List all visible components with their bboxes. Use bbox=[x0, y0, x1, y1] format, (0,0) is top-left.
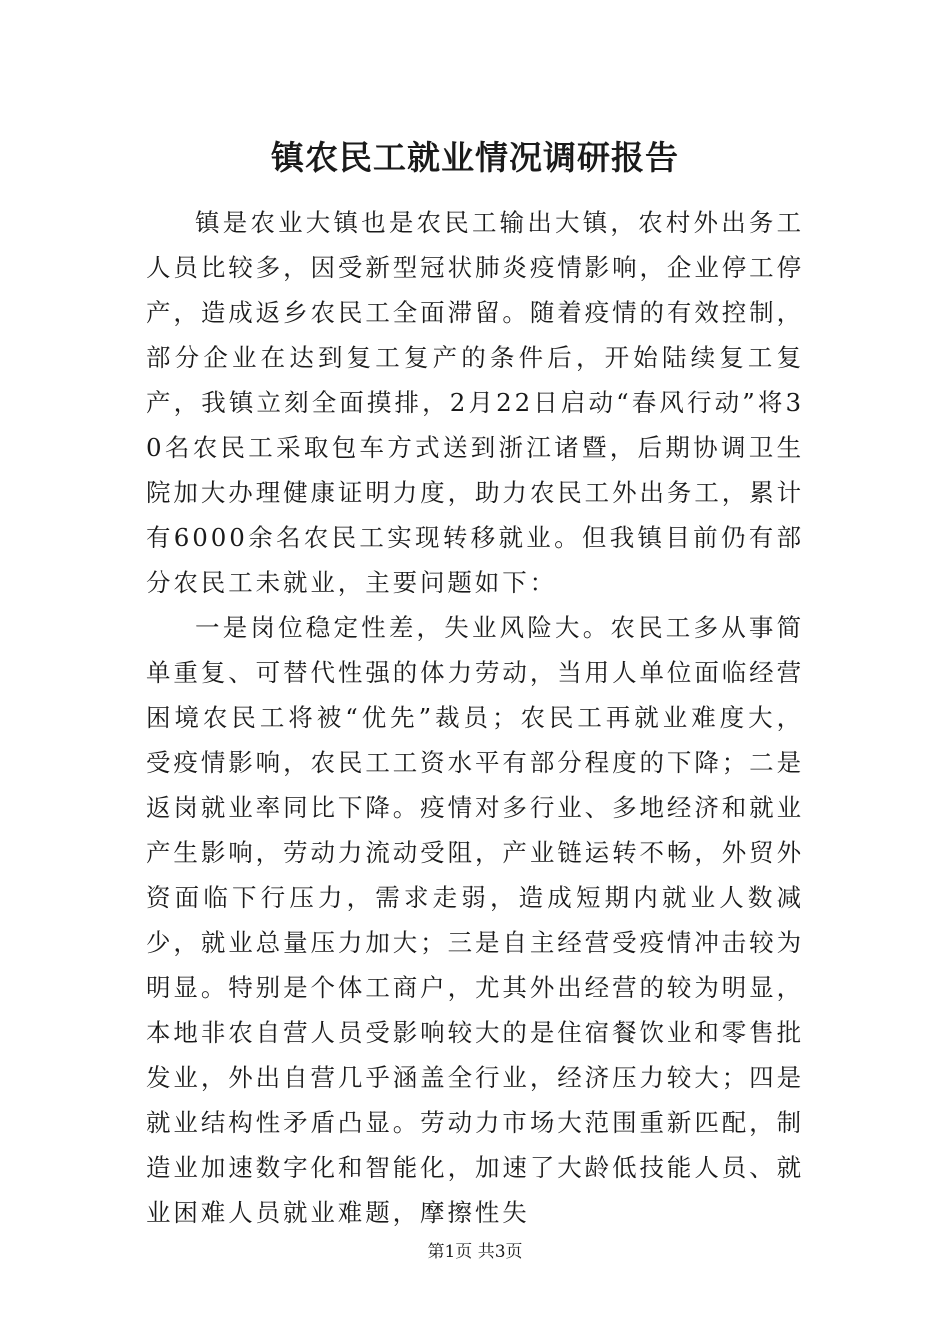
document-body bbox=[146, 200, 804, 1235]
paragraph-intro: 镇是农业大镇也是农民工输出大镇，农村外出务工人员比较多，因受新型冠状肺炎疫情影响，企业停工停产，造成返乡农民工全面滞留。随着疫情的有效控制，部分企业在达到复工复产的条件后，开始陆续复工复产，我镇立刻全面摸排，2月22日启动“春风行动”将30名农民工采取包车方式送到浙江诸暨，后期协调卫生院加大办理健康证明力度，助力农民工外出务工，累计有6000余名农民工实现转移就业。但我镇目前仍有部分农民工未就业，主要问题如下： bbox=[146, 208, 804, 597]
page-number-footer: 第1页 共3页 bbox=[427, 1242, 523, 1262]
paragraph-problems: 一是岗位稳定性差，失业风险大。农民工多从事简单重复、可替代性强的体力劳动，当用人单位面临经营困境农民工将被“优先”裁员；农民工再就业难度大，受疫情影响，农民工工资水平有部分程度的下降；二是返岗就业率同比下降。疫情对多行业、多地经济和就业产生影响，劳动力流动受阻，产业链运转不畅，外贸外资面临下行压力，需求走弱，造成短期内就业人数减少，就业总量压力加大；三是自主经营受疫情冲击较为明显。特别是个体工商户，尤其外出经营的较为明显，本地非农自营人员受影响较大的是住宿餐饮业和零售批发业，外出自营几乎涵盖全行业，经济压力较大；四是就业结构性矛盾凸显。劳动力市场大范围重新匹配，制造业加速数字化和智能化，加速了大龄低技能人员、就业困难人员就业难题，摩擦性失 bbox=[146, 613, 804, 1227]
document-title: 镇农民工就业情况调研报告 bbox=[271, 138, 679, 177]
